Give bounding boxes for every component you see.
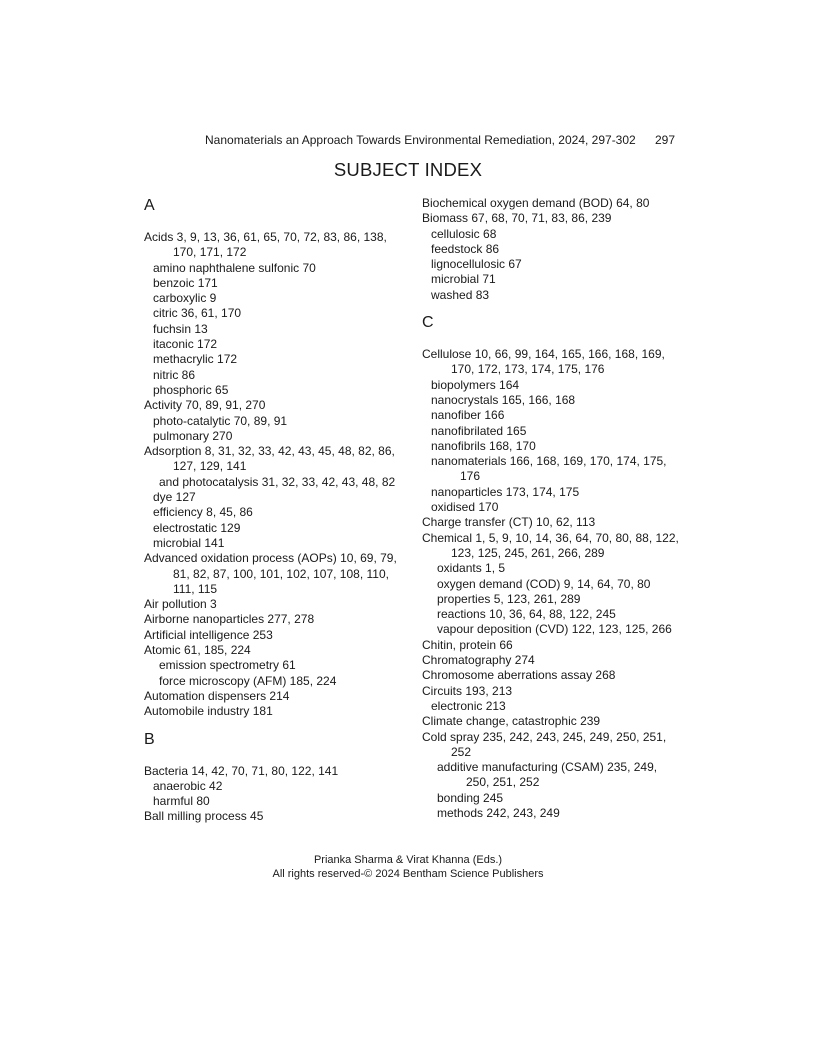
index-entry: Bacteria 14, 42, 70, 71, 80, 122, 141 bbox=[144, 763, 339, 778]
index-subentry: microbial 141 bbox=[153, 535, 225, 550]
index-subentry: biopolymers 164 bbox=[431, 377, 520, 392]
index-subentry: nitric 86 bbox=[153, 367, 196, 382]
index-entry: Biochemical oxygen demand (BOD) 64, 80 bbox=[422, 196, 650, 210]
section-letter-a: A bbox=[144, 197, 155, 214]
index-subentry: phosphoric 65 bbox=[153, 382, 229, 397]
index-subentry: and photocatalysis 31, 32, 33, 42, 43, 48, 82 bbox=[159, 474, 396, 489]
footer-editors: Prianka Sharma & Virat Khanna (Eds.) bbox=[313, 854, 503, 866]
index-entry: Biomass 67, 68, 70, 71, 83, 86, 239 bbox=[422, 211, 612, 226]
index-entry: Air pollution 3 bbox=[144, 597, 217, 612]
index-subentry: nanofiber 166 bbox=[431, 408, 505, 423]
page-number: 297 bbox=[655, 133, 676, 147]
index-subentry: methacrylic 172 bbox=[153, 352, 238, 367]
index-entry: Chitin, protein 66 bbox=[422, 637, 513, 652]
index-entry: Automobile industry 181 bbox=[144, 704, 273, 719]
index-subentry: amino naphthalene sulfonic 70 bbox=[153, 260, 316, 275]
index-subentry: nanofibrils 168, 170 bbox=[431, 438, 536, 453]
index-entry: Atomic 61, 185, 224 bbox=[144, 643, 251, 658]
index-entry: Advanced oxidation process (AOPs) 10, 69, 79, 81, 82, 87, 100, 101, 102, 107, 108, 110, 111, 115 bbox=[144, 551, 397, 596]
index-subentry: emission spectrometry 61 bbox=[159, 658, 296, 673]
index-subentry: oxygen demand (COD) 9, 14, 64, 70, 80 bbox=[437, 576, 651, 591]
index-subentry: carboxylic 9 bbox=[153, 291, 217, 306]
index-subentry: itaconic 172 bbox=[153, 337, 218, 352]
index-entry: Acids 3, 9, 13, 36, 61, 65, 70, 72, 83, 86, 138, 170, 171, 172 bbox=[144, 230, 387, 260]
index-entry: Artificial intelligence 253 bbox=[144, 627, 273, 642]
index-subentry: additive manufacturing (CSAM) 235, 249, 250, 251, 252 bbox=[437, 760, 658, 790]
index-subentry: benzoic 171 bbox=[153, 275, 218, 290]
index-subentry: electronic 213 bbox=[431, 698, 506, 713]
index-subentry: force microscopy (AFM) 185, 224 bbox=[159, 673, 337, 688]
index-subentry: bonding 245 bbox=[437, 790, 504, 805]
index-subentry: dye 127 bbox=[153, 490, 196, 505]
index-entry: Climate change, catastrophic 239 bbox=[422, 714, 601, 729]
index-subentry: electrostatic 129 bbox=[153, 520, 241, 535]
index-subentry: methods 242, 243, 249 bbox=[437, 805, 560, 820]
index-subentry: oxidants 1, 5 bbox=[437, 561, 506, 576]
index-entry: Ball milling process 45 bbox=[144, 809, 264, 824]
index-subentry: lignocellulosic 67 bbox=[431, 257, 522, 272]
index-subentry: efficiency 8, 45, 86 bbox=[153, 505, 253, 520]
index-entry: Activity 70, 89, 91, 270 bbox=[144, 398, 266, 413]
index-column-left bbox=[144, 196, 404, 825]
section-letter-b: B bbox=[144, 730, 155, 748]
index-subentry: oxidised 170 bbox=[431, 500, 499, 515]
index-entry: Airborne nanoparticles 277, 278 bbox=[144, 612, 315, 627]
index-entry: Charge transfer (CT) 10, 62, 113 bbox=[422, 515, 596, 530]
index-column-right bbox=[422, 196, 682, 821]
index-subentry: fuchsin 13 bbox=[153, 321, 208, 336]
index-subentry: microbial 71 bbox=[431, 272, 496, 287]
index-subentry: citric 36, 61, 170 bbox=[153, 306, 242, 321]
index-entry: Adsorption 8, 31, 32, 33, 42, 43, 45, 48, 82, 86, 127, 129, 141 bbox=[144, 444, 395, 474]
index-entry: Chromatography 274 bbox=[422, 653, 535, 668]
index-subentry: vapour deposition (CVD) 122, 123, 125, 266 bbox=[437, 622, 672, 637]
index-subentry: photo-catalytic 70, 89, 91 bbox=[153, 413, 288, 428]
index-subentry: pulmonary 270 bbox=[153, 428, 233, 443]
index-subentry: nanoparticles 173, 174, 175 bbox=[431, 484, 580, 499]
index-subentry: cellulosic 68 bbox=[431, 226, 497, 241]
index-entry: Cellulose 10, 66, 99, 164, 165, 166, 168, 169, 170, 172, 173, 174, 175, 176 bbox=[422, 347, 665, 377]
index-entry: Circuits 193, 213 bbox=[422, 683, 513, 698]
section-letter-c: C bbox=[422, 314, 434, 332]
index-subentry: nanofibrilated 165 bbox=[431, 423, 527, 438]
index-entry: Automation dispensers 214 bbox=[144, 688, 290, 703]
index-subentry: nanomaterials 166, 168, 169, 170, 174, 175, 176 bbox=[431, 454, 667, 484]
index-subentry: reactions 10, 36, 64, 88, 122, 245 bbox=[437, 607, 616, 622]
footer-rights: All rights reserved-© 2024 Bentham Science Publishers bbox=[272, 868, 544, 880]
running-title: Nanomaterials an Approach Towards Environmental Remediation, 2024, 297-302 bbox=[205, 133, 636, 147]
index-entry: Chromosome aberrations assay 268 bbox=[422, 668, 616, 683]
index-subentry: feedstock 86 bbox=[431, 241, 500, 256]
index-subentry: nanocrystals 165, 166, 168 bbox=[431, 392, 576, 407]
index-subentry: anaerobic 42 bbox=[153, 778, 223, 793]
index-subentry: properties 5, 123, 261, 289 bbox=[437, 591, 581, 606]
index-subentry: harmful 80 bbox=[153, 794, 210, 809]
page-footer bbox=[0, 853, 816, 881]
page-title: SUBJECT INDEX bbox=[333, 159, 483, 180]
index-subentry: washed 83 bbox=[431, 287, 490, 302]
index-entry: Chemical 1, 5, 9, 10, 14, 36, 64, 70, 80, 88, 122, 123, 125, 245, 261, 266, 289 bbox=[422, 530, 679, 560]
index-entry: Cold spray 235, 242, 243, 245, 249, 250, 251, 252 bbox=[422, 729, 667, 759]
